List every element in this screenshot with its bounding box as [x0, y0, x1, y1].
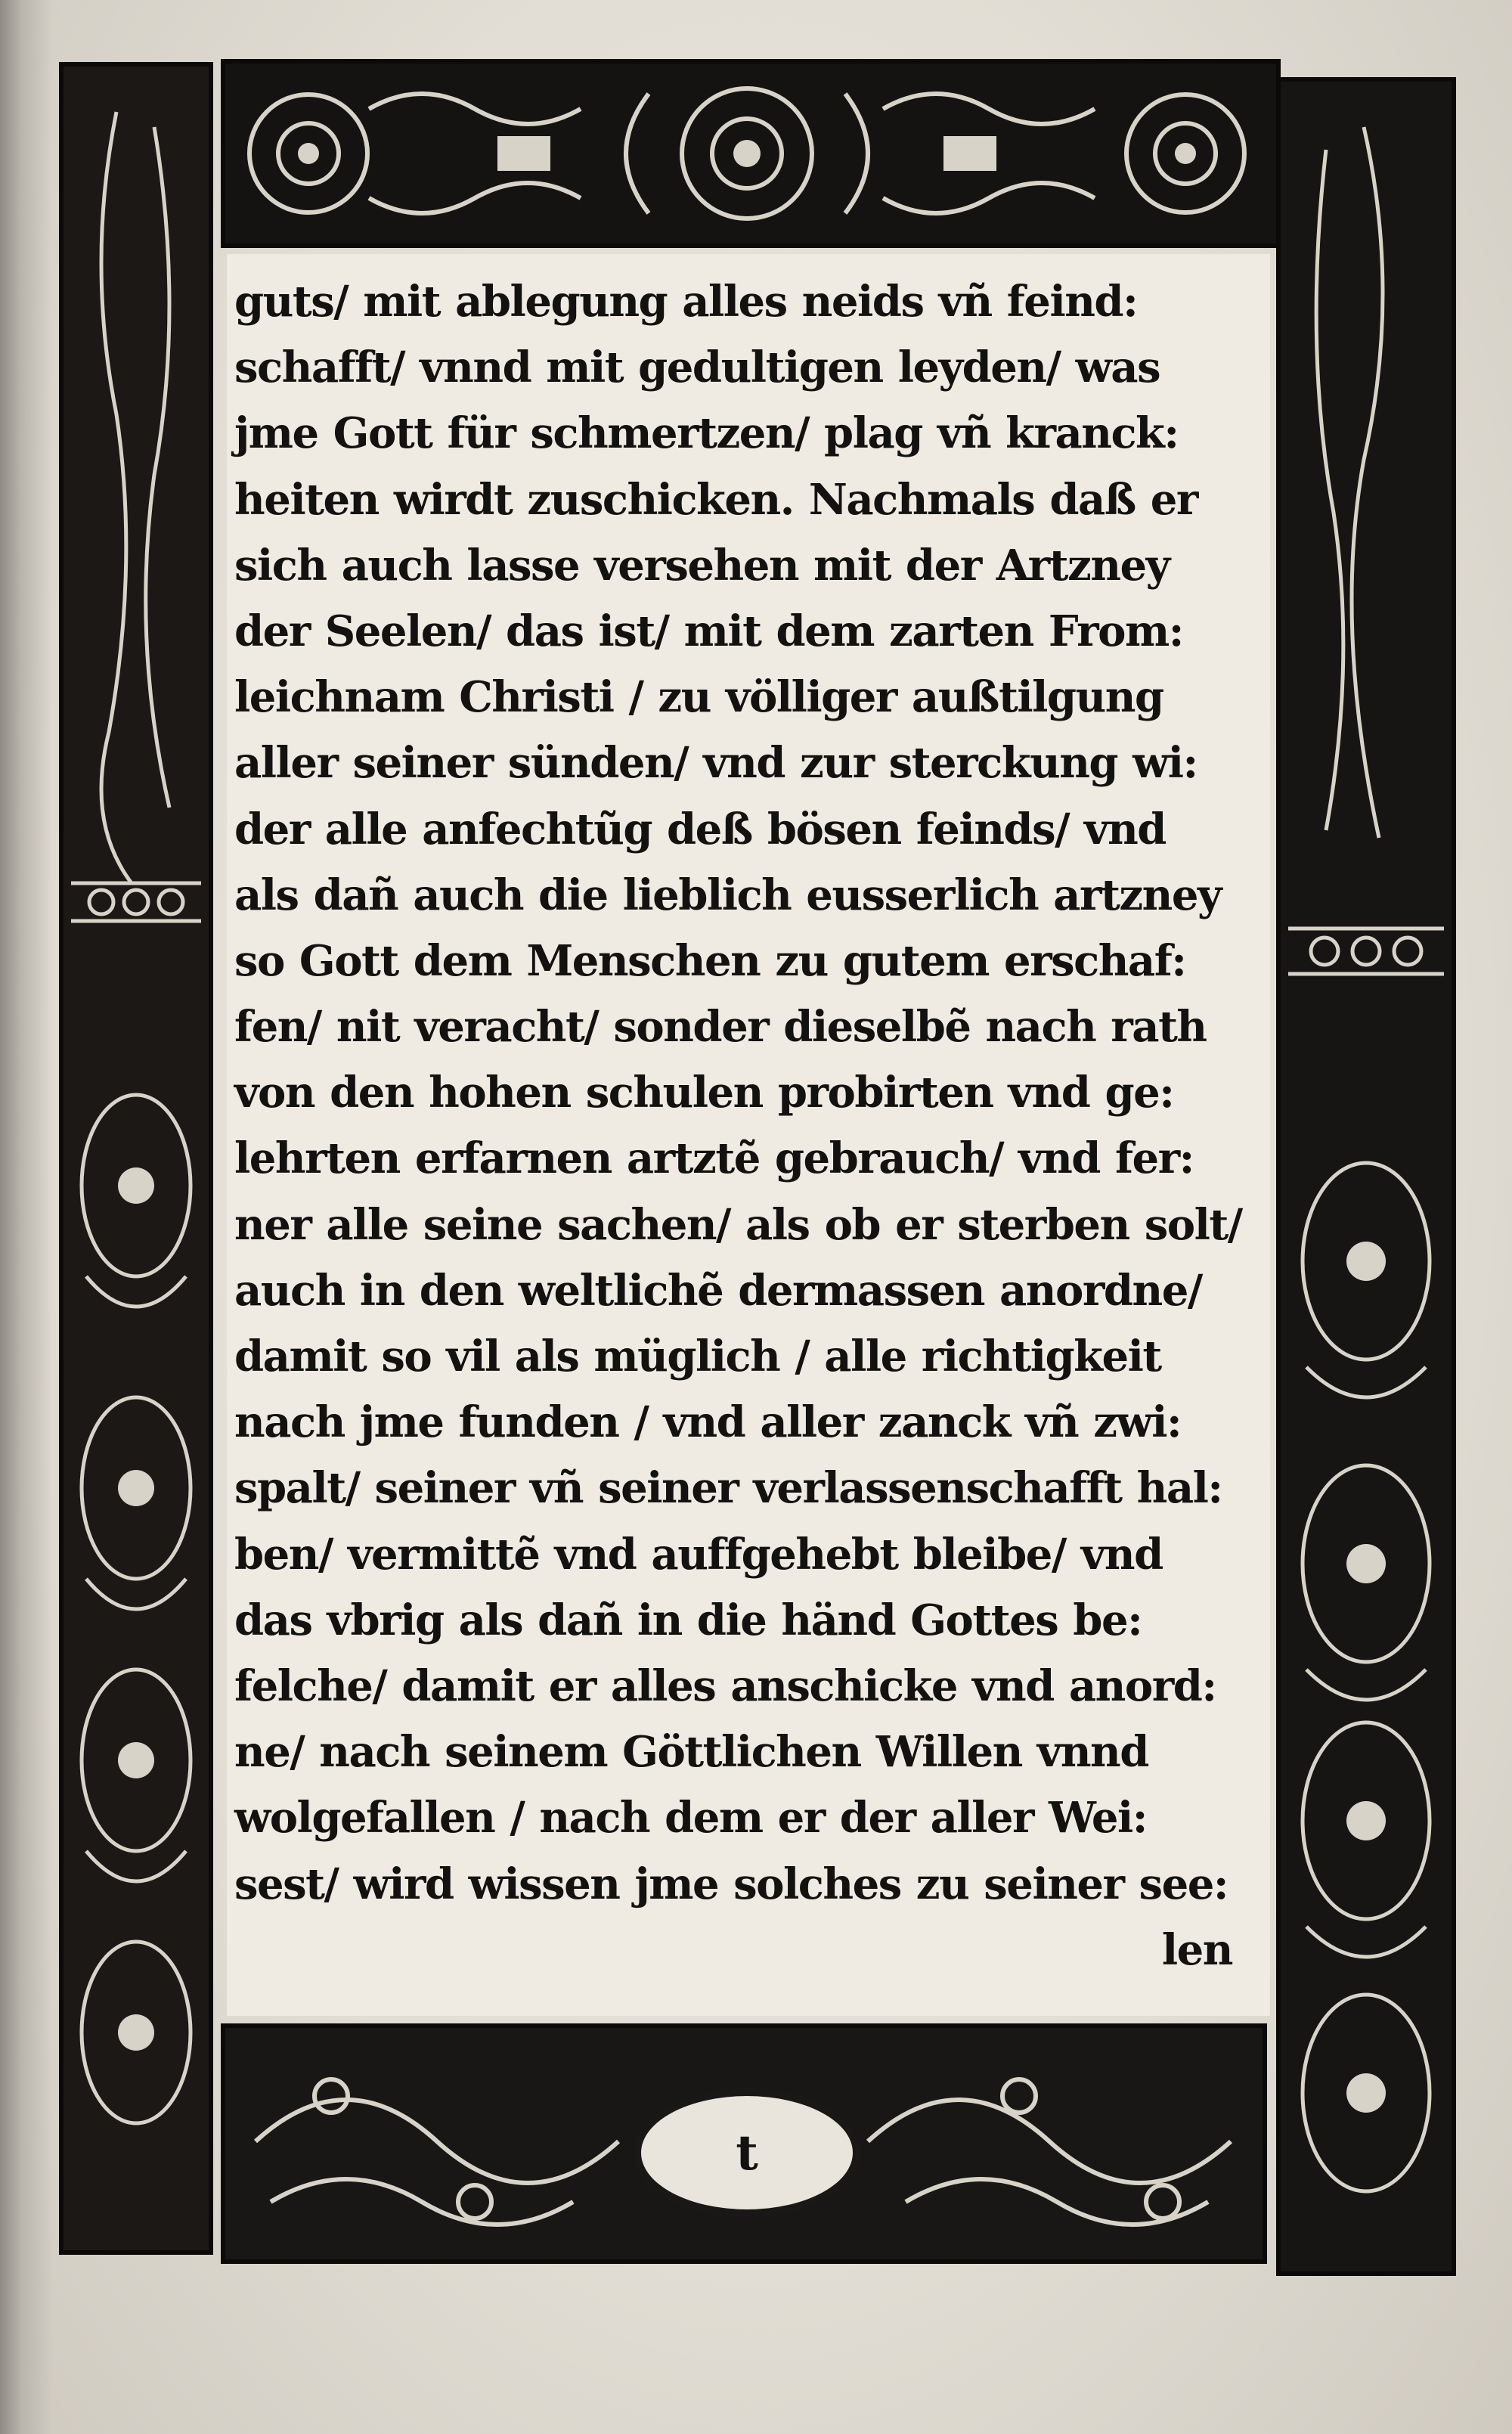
- text-line: schafft/ vnnd mit gedultigen leyden/ was: [234, 343, 1160, 393]
- text-line: damit so vil als müglich / alle richtigkeit: [234, 1332, 1161, 1381]
- left-ornament-column: [59, 62, 213, 2255]
- text-line: von den hohen schulen probirten vnd ge:: [234, 1068, 1174, 1118]
- text-line: fen/ nit veracht/ sonder dieselbẽ nach rath: [234, 1002, 1207, 1053]
- text-line: so Gott dem Menschen zu gutem erschaf:: [234, 935, 1186, 986]
- text-line: auch in den weltlichẽ dermassen anordne/: [234, 1265, 1202, 1316]
- right-ornament-pattern: [1281, 82, 1452, 2271]
- text-line: felche/ damit er alles anschicke vnd anord:: [234, 1660, 1216, 1711]
- text-line: nach jme funden / vnd aller zanck vñ zwi:: [234, 1397, 1182, 1448]
- text-line: heiten wirdt zuschicken. Nachmals daß er: [234, 474, 1198, 525]
- text-line: das vbrig als dañ in die händ Gottes be:: [234, 1595, 1142, 1645]
- top-ornament-pattern: [225, 64, 1276, 243]
- top-ornament-band: [221, 59, 1281, 248]
- text-line: der alle anfechtũg deß bösen feinds/ vnd: [234, 804, 1166, 854]
- text-line: ben/ vermittẽ vnd auffgehebt bleibe/ vnd: [234, 1529, 1163, 1580]
- text-line: wolgefallen / nach dem er der aller Wei:: [234, 1793, 1147, 1843]
- text-line: spalt/ seiner vñ seiner verlassenschafft hal:: [234, 1463, 1222, 1514]
- left-ornament-pattern: [64, 67, 209, 2250]
- book-spine-shadow: [0, 0, 53, 2434]
- right-ornament-column: [1276, 77, 1456, 2276]
- text-line: guts/ mit ablegung alles neids vñ feind:: [234, 277, 1138, 327]
- signature-mark: t: [736, 2124, 758, 2181]
- text-line: ner alle seine sachen/ als ob er sterben solt/: [234, 1199, 1242, 1250]
- text-line: sest/ wird wissen jme solches zu seiner see:: [234, 1859, 1228, 1909]
- text-line: jme Gott für schmertzen/ plag vñ kranck:: [234, 408, 1179, 459]
- text-line: lehrten erfarnen artztẽ gebrauch/ vnd fer:: [234, 1133, 1194, 1184]
- body-text: [234, 269, 1263, 1983]
- text-line: sich auch lasse versehen mit der Artzney: [234, 540, 1170, 591]
- text-line: als dañ auch die lieblich eusserlich artzney: [234, 870, 1222, 920]
- catchword: len: [1161, 1924, 1232, 1975]
- signature-cartouche: [634, 2088, 860, 2217]
- text-line: leichnam Christi / zu völliger außtilgung: [234, 672, 1163, 723]
- text-line: der Seelen/ das ist/ mit dem zarten From:: [234, 606, 1183, 656]
- text-line: ne/ nach seinem Göttlichen Willen vnnd: [234, 1727, 1148, 1778]
- text-line: aller seiner sünden/ vnd zur sterckung wi:: [234, 738, 1198, 789]
